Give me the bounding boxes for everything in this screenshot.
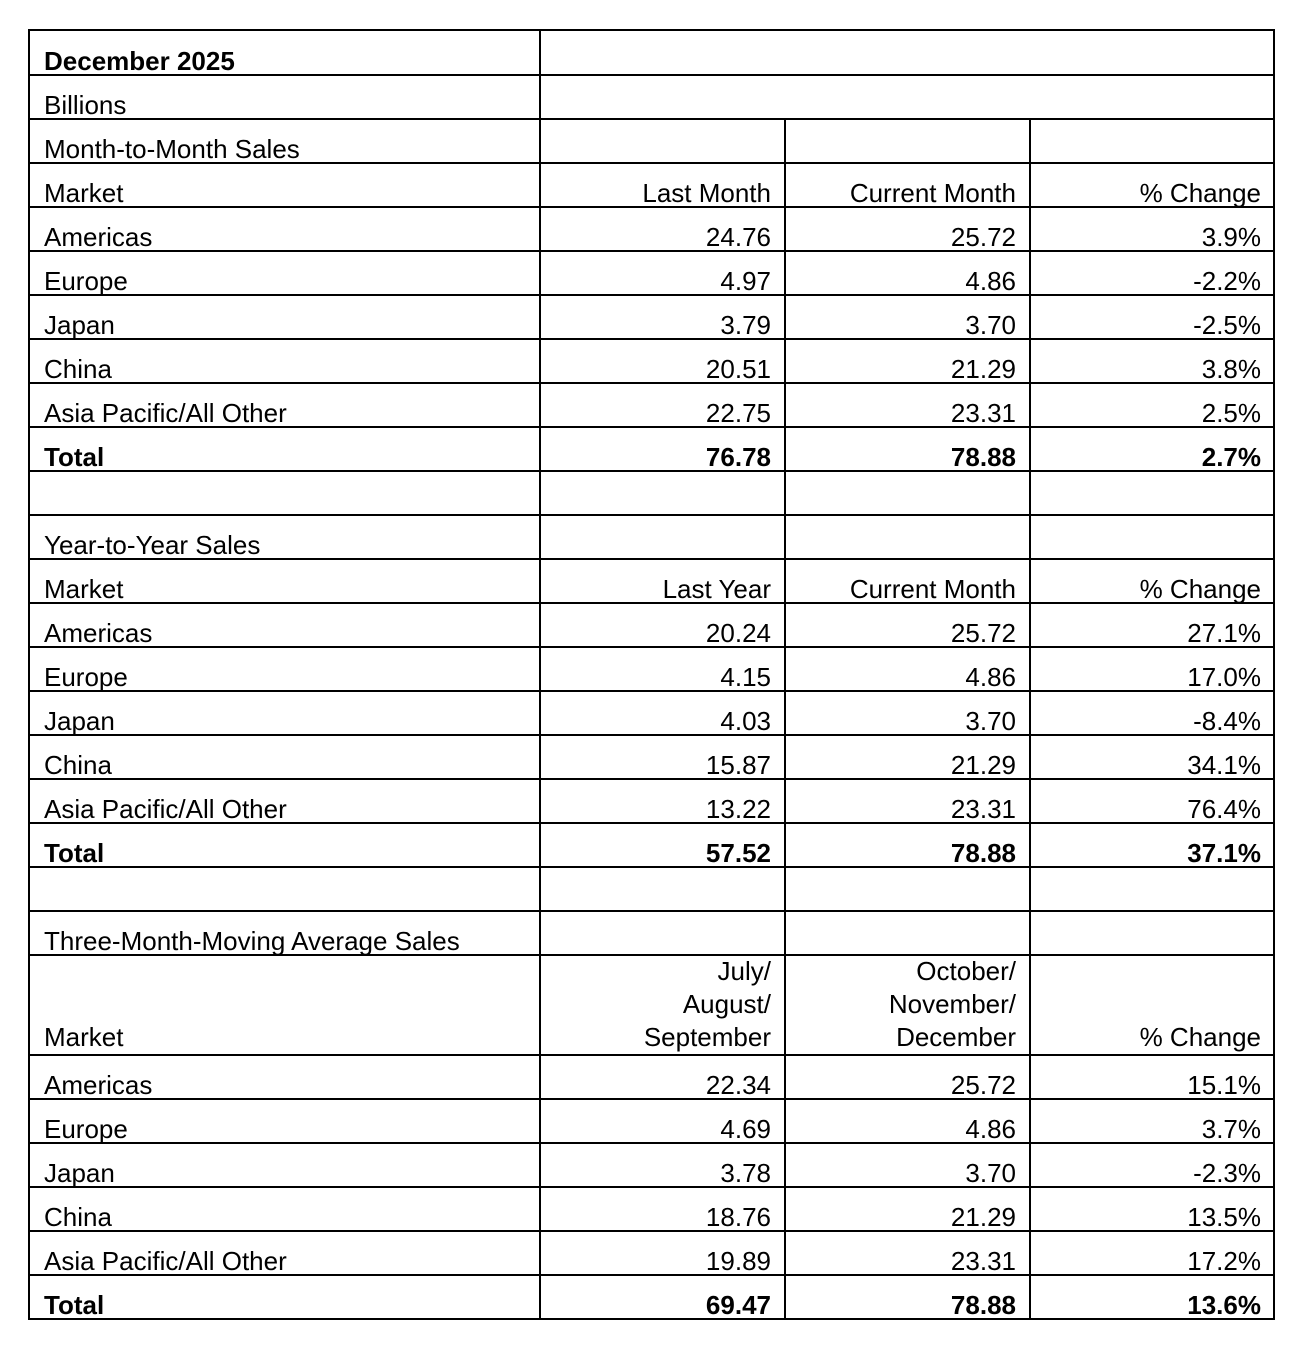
table-cell <box>540 207 785 251</box>
cell-text: 22.34 <box>705 1070 771 1100</box>
row-divider <box>30 382 1273 384</box>
cell-text: 15.87 <box>705 750 771 780</box>
table-row <box>30 735 1273 779</box>
cell-text: 13.22 <box>705 794 771 824</box>
cell-text: China <box>44 354 112 384</box>
table-cell <box>785 427 1030 471</box>
cell-text: 21.29 <box>950 1202 1016 1232</box>
table-row <box>30 1143 1273 1187</box>
cell-text: Total <box>44 838 105 868</box>
cell-text: % Change <box>1139 574 1261 604</box>
cell-text: 25.72 <box>950 618 1016 648</box>
cell-text: % Change <box>1139 1022 1261 1052</box>
table-cell <box>785 1275 1030 1319</box>
table-cell <box>30 735 540 779</box>
row-divider <box>30 734 1273 736</box>
cell-text: Last Year <box>662 574 771 604</box>
table-cell <box>1030 339 1275 383</box>
table-cell <box>540 1231 785 1275</box>
cell-text: Asia Pacific/All Other <box>44 794 287 824</box>
column-header-prior <box>540 163 785 207</box>
table-cell <box>30 339 540 383</box>
cell-text: 76.4% <box>1187 794 1261 824</box>
table-cell <box>1030 647 1275 691</box>
cell-text: 78.88 <box>950 838 1016 868</box>
row-divider <box>30 74 1273 76</box>
table-cell <box>540 251 785 295</box>
table-row <box>30 691 1273 735</box>
row-divider <box>30 162 1273 164</box>
cell-text: 37.1% <box>1187 838 1261 868</box>
row-divider <box>30 1274 1273 1276</box>
cell-text: Market <box>44 1022 124 1052</box>
cell-text: 19.89 <box>705 1246 771 1276</box>
row-divider <box>30 910 1273 912</box>
table-row <box>30 1187 1273 1231</box>
column-divider <box>539 31 541 1318</box>
table-cell <box>30 823 540 867</box>
cell-text: 25.72 <box>950 1070 1016 1100</box>
table-cell <box>785 295 1030 339</box>
column-header-current <box>785 955 1030 1055</box>
table-cell <box>785 823 1030 867</box>
table-cell <box>785 339 1030 383</box>
cell-text: 20.24 <box>705 618 771 648</box>
cell-text: 34.1% <box>1187 750 1261 780</box>
table-cell <box>30 1055 540 1099</box>
total-row <box>30 427 1273 471</box>
cell-text: -2.2% <box>1193 266 1261 296</box>
cell-text: 78.88 <box>950 442 1016 472</box>
table-cell <box>540 603 785 647</box>
cell-text: Total <box>44 1290 105 1320</box>
cell-text: Japan <box>44 1158 115 1188</box>
table-cell <box>30 251 540 295</box>
table-row <box>30 383 1273 427</box>
table-cell <box>30 779 540 823</box>
table-cell <box>785 383 1030 427</box>
table-cell <box>540 1099 785 1143</box>
table-cell <box>1030 295 1275 339</box>
table-row <box>30 647 1273 691</box>
table-row <box>30 1099 1273 1143</box>
cell-text: 17.0% <box>1187 662 1261 692</box>
row-divider <box>30 602 1273 604</box>
table-cell <box>540 1187 785 1231</box>
cell-text: 18.76 <box>705 1202 771 1232</box>
cell-text: 21.29 <box>950 750 1016 780</box>
report-title: December 2025 <box>44 46 235 76</box>
column-header-current <box>785 559 1030 603</box>
cell-text: 4.15 <box>720 662 771 692</box>
cell-text: 21.29 <box>950 354 1016 384</box>
cell-text: 4.86 <box>965 1114 1016 1144</box>
table-cell <box>1030 1187 1275 1231</box>
section-heading <box>30 515 1273 559</box>
row-divider <box>30 514 1273 516</box>
cell-text: Japan <box>44 706 115 736</box>
column-header-prior <box>540 559 785 603</box>
cell-text: 57.52 <box>705 838 771 868</box>
cell-text: Asia Pacific/All Other <box>44 398 287 428</box>
section-heading <box>30 911 1273 955</box>
cell-text: Europe <box>44 266 128 296</box>
cell-text: 4.86 <box>965 266 1016 296</box>
cell-text: Europe <box>44 662 128 692</box>
cell-text: 20.51 <box>705 354 771 384</box>
cell-text: 4.97 <box>720 266 771 296</box>
cell-text: 27.1% <box>1187 618 1261 648</box>
row-divider <box>30 1098 1273 1100</box>
total-row <box>30 1275 1273 1319</box>
row-divider <box>30 250 1273 252</box>
row-divider <box>30 954 1273 956</box>
cell-text: 25.72 <box>950 222 1016 252</box>
cell-text: October/ November/ December <box>888 956 1016 1052</box>
row-divider <box>30 1142 1273 1144</box>
cell-text: 22.75 <box>705 398 771 428</box>
row-divider <box>30 778 1273 780</box>
row-divider <box>30 206 1273 208</box>
column-header-market <box>30 955 540 1055</box>
column-header-change <box>1030 955 1275 1055</box>
table-cell <box>1030 603 1275 647</box>
column-header-current <box>785 163 1030 207</box>
cell-text: Americas <box>44 1070 153 1100</box>
row-divider <box>30 338 1273 340</box>
row-divider <box>30 558 1273 560</box>
cell-text: 76.78 <box>705 442 771 472</box>
units-row <box>30 75 1273 119</box>
table-cell <box>30 1275 540 1319</box>
table-cell <box>540 647 785 691</box>
table-cell <box>30 691 540 735</box>
cell-text: -8.4% <box>1193 706 1261 736</box>
table-cell <box>1030 427 1275 471</box>
table-row <box>30 295 1273 339</box>
cell-text: 23.31 <box>950 1246 1016 1276</box>
table-cell <box>30 603 540 647</box>
table-cell <box>785 691 1030 735</box>
row-divider <box>30 426 1273 428</box>
cell-text: Last Month <box>642 178 771 208</box>
cell-text: Japan <box>44 310 115 340</box>
table-cell <box>540 339 785 383</box>
table-cell <box>785 1055 1030 1099</box>
cell-text: 23.31 <box>950 398 1016 428</box>
table-row <box>30 207 1273 251</box>
cell-text: 3.78 <box>720 1158 771 1188</box>
column-header-change <box>1030 559 1275 603</box>
row-divider <box>30 646 1273 648</box>
cell-text: 3.7% <box>1201 1114 1261 1144</box>
cell-text: China <box>44 750 112 780</box>
table-cell <box>30 1187 540 1231</box>
section-heading <box>30 119 1273 163</box>
cell-text: Month-to-Month Sales <box>44 134 300 164</box>
table-cell <box>30 911 540 955</box>
table-cell <box>1030 207 1275 251</box>
table-cell <box>785 1099 1030 1143</box>
table-cell <box>540 1275 785 1319</box>
total-row <box>30 823 1273 867</box>
table-cell <box>1030 1055 1275 1099</box>
table-cell <box>540 427 785 471</box>
table-row <box>30 1055 1273 1099</box>
row-divider <box>30 294 1273 296</box>
cell-text: 13.6% <box>1187 1290 1261 1320</box>
table-cell <box>1030 1099 1275 1143</box>
table-row <box>30 1231 1273 1275</box>
table-cell <box>30 119 540 163</box>
table-cell <box>30 207 540 251</box>
table-cell <box>30 1143 540 1187</box>
table-cell <box>1030 1231 1275 1275</box>
cell-text: Three-Month-Moving Average Sales <box>44 926 460 956</box>
column-divider <box>784 119 786 1318</box>
cell-text: 2.5% <box>1201 398 1261 428</box>
table-cell <box>785 207 1030 251</box>
table-cell <box>540 691 785 735</box>
table-cell <box>785 1231 1030 1275</box>
cell-text: 17.2% <box>1187 1246 1261 1276</box>
cell-text: % Change <box>1139 178 1261 208</box>
sales-table <box>28 29 1275 1320</box>
cell-text: Americas <box>44 222 153 252</box>
cell-text: 4.03 <box>720 706 771 736</box>
cell-text: 3.70 <box>965 310 1016 340</box>
title-row <box>30 31 1273 75</box>
table-cell <box>540 735 785 779</box>
cell-text: Year-to-Year Sales <box>44 530 261 560</box>
table-cell <box>540 1143 785 1187</box>
table-cell <box>1030 1143 1275 1187</box>
table-cell <box>1030 383 1275 427</box>
table-cell <box>30 515 540 559</box>
cell-text: -2.3% <box>1193 1158 1261 1188</box>
table-cell <box>540 383 785 427</box>
cell-text: 3.70 <box>965 1158 1016 1188</box>
cell-text: Americas <box>44 618 153 648</box>
column-header-prior <box>540 955 785 1055</box>
table-row <box>30 603 1273 647</box>
row-divider <box>30 1186 1273 1188</box>
column-header-row <box>30 955 1273 1055</box>
table-cell <box>540 1055 785 1099</box>
cell-text: Current Month <box>849 178 1016 208</box>
cell-text: Europe <box>44 1114 128 1144</box>
cell-text: 13.5% <box>1187 1202 1261 1232</box>
row-divider <box>30 822 1273 824</box>
table-cell <box>785 735 1030 779</box>
cell-text: 3.8% <box>1201 354 1261 384</box>
column-header-market <box>30 559 540 603</box>
cell-text: 3.9% <box>1201 222 1261 252</box>
table-cell <box>785 603 1030 647</box>
cell-text: 4.69 <box>720 1114 771 1144</box>
table-cell <box>30 295 540 339</box>
table-cell <box>30 383 540 427</box>
table-row <box>30 779 1273 823</box>
row-divider <box>30 470 1273 472</box>
row-divider <box>30 1054 1273 1056</box>
cell-text: 3.70 <box>965 706 1016 736</box>
column-divider <box>1029 119 1031 1318</box>
row-divider <box>30 118 1273 120</box>
cell-text: Total <box>44 442 105 472</box>
row-divider <box>30 690 1273 692</box>
cell-text: 3.79 <box>720 310 771 340</box>
table-cell <box>785 251 1030 295</box>
table-cell <box>1030 691 1275 735</box>
table-cell <box>540 779 785 823</box>
column-header-row <box>30 163 1273 207</box>
units-label: Billions <box>44 90 127 120</box>
cell-text: 78.88 <box>950 1290 1016 1320</box>
row-divider <box>30 866 1273 868</box>
cell-text: 69.47 <box>705 1290 771 1320</box>
table-row <box>30 339 1273 383</box>
table-row <box>30 251 1273 295</box>
cell-text: 24.76 <box>705 222 771 252</box>
table-cell <box>30 427 540 471</box>
table-cell <box>1030 1275 1275 1319</box>
column-header-market <box>30 163 540 207</box>
table-cell <box>785 647 1030 691</box>
cell-text: China <box>44 1202 112 1232</box>
table-cell <box>785 779 1030 823</box>
table-cell <box>30 1099 540 1143</box>
cell-text: Market <box>44 178 124 208</box>
table-cell <box>30 1231 540 1275</box>
cell-text: 15.1% <box>1187 1070 1261 1100</box>
cell-text: 23.31 <box>950 794 1016 824</box>
cell-text: 2.7% <box>1201 442 1261 472</box>
cell-text: July/ August/ September <box>643 956 771 1052</box>
table-cell <box>540 823 785 867</box>
table-cell <box>1030 779 1275 823</box>
column-header-row <box>30 559 1273 603</box>
table-cell <box>30 647 540 691</box>
cell-text: Market <box>44 574 124 604</box>
table-cell <box>1030 251 1275 295</box>
cell-text: Current Month <box>849 574 1016 604</box>
table-cell <box>785 1143 1030 1187</box>
cell-text: Asia Pacific/All Other <box>44 1246 287 1276</box>
column-header-change <box>1030 163 1275 207</box>
cell-text: -2.5% <box>1193 310 1261 340</box>
table-cell <box>1030 823 1275 867</box>
row-divider <box>30 1230 1273 1232</box>
cell-text: 4.86 <box>965 662 1016 692</box>
table-cell <box>1030 735 1275 779</box>
table-cell <box>785 1187 1030 1231</box>
table-cell <box>540 295 785 339</box>
